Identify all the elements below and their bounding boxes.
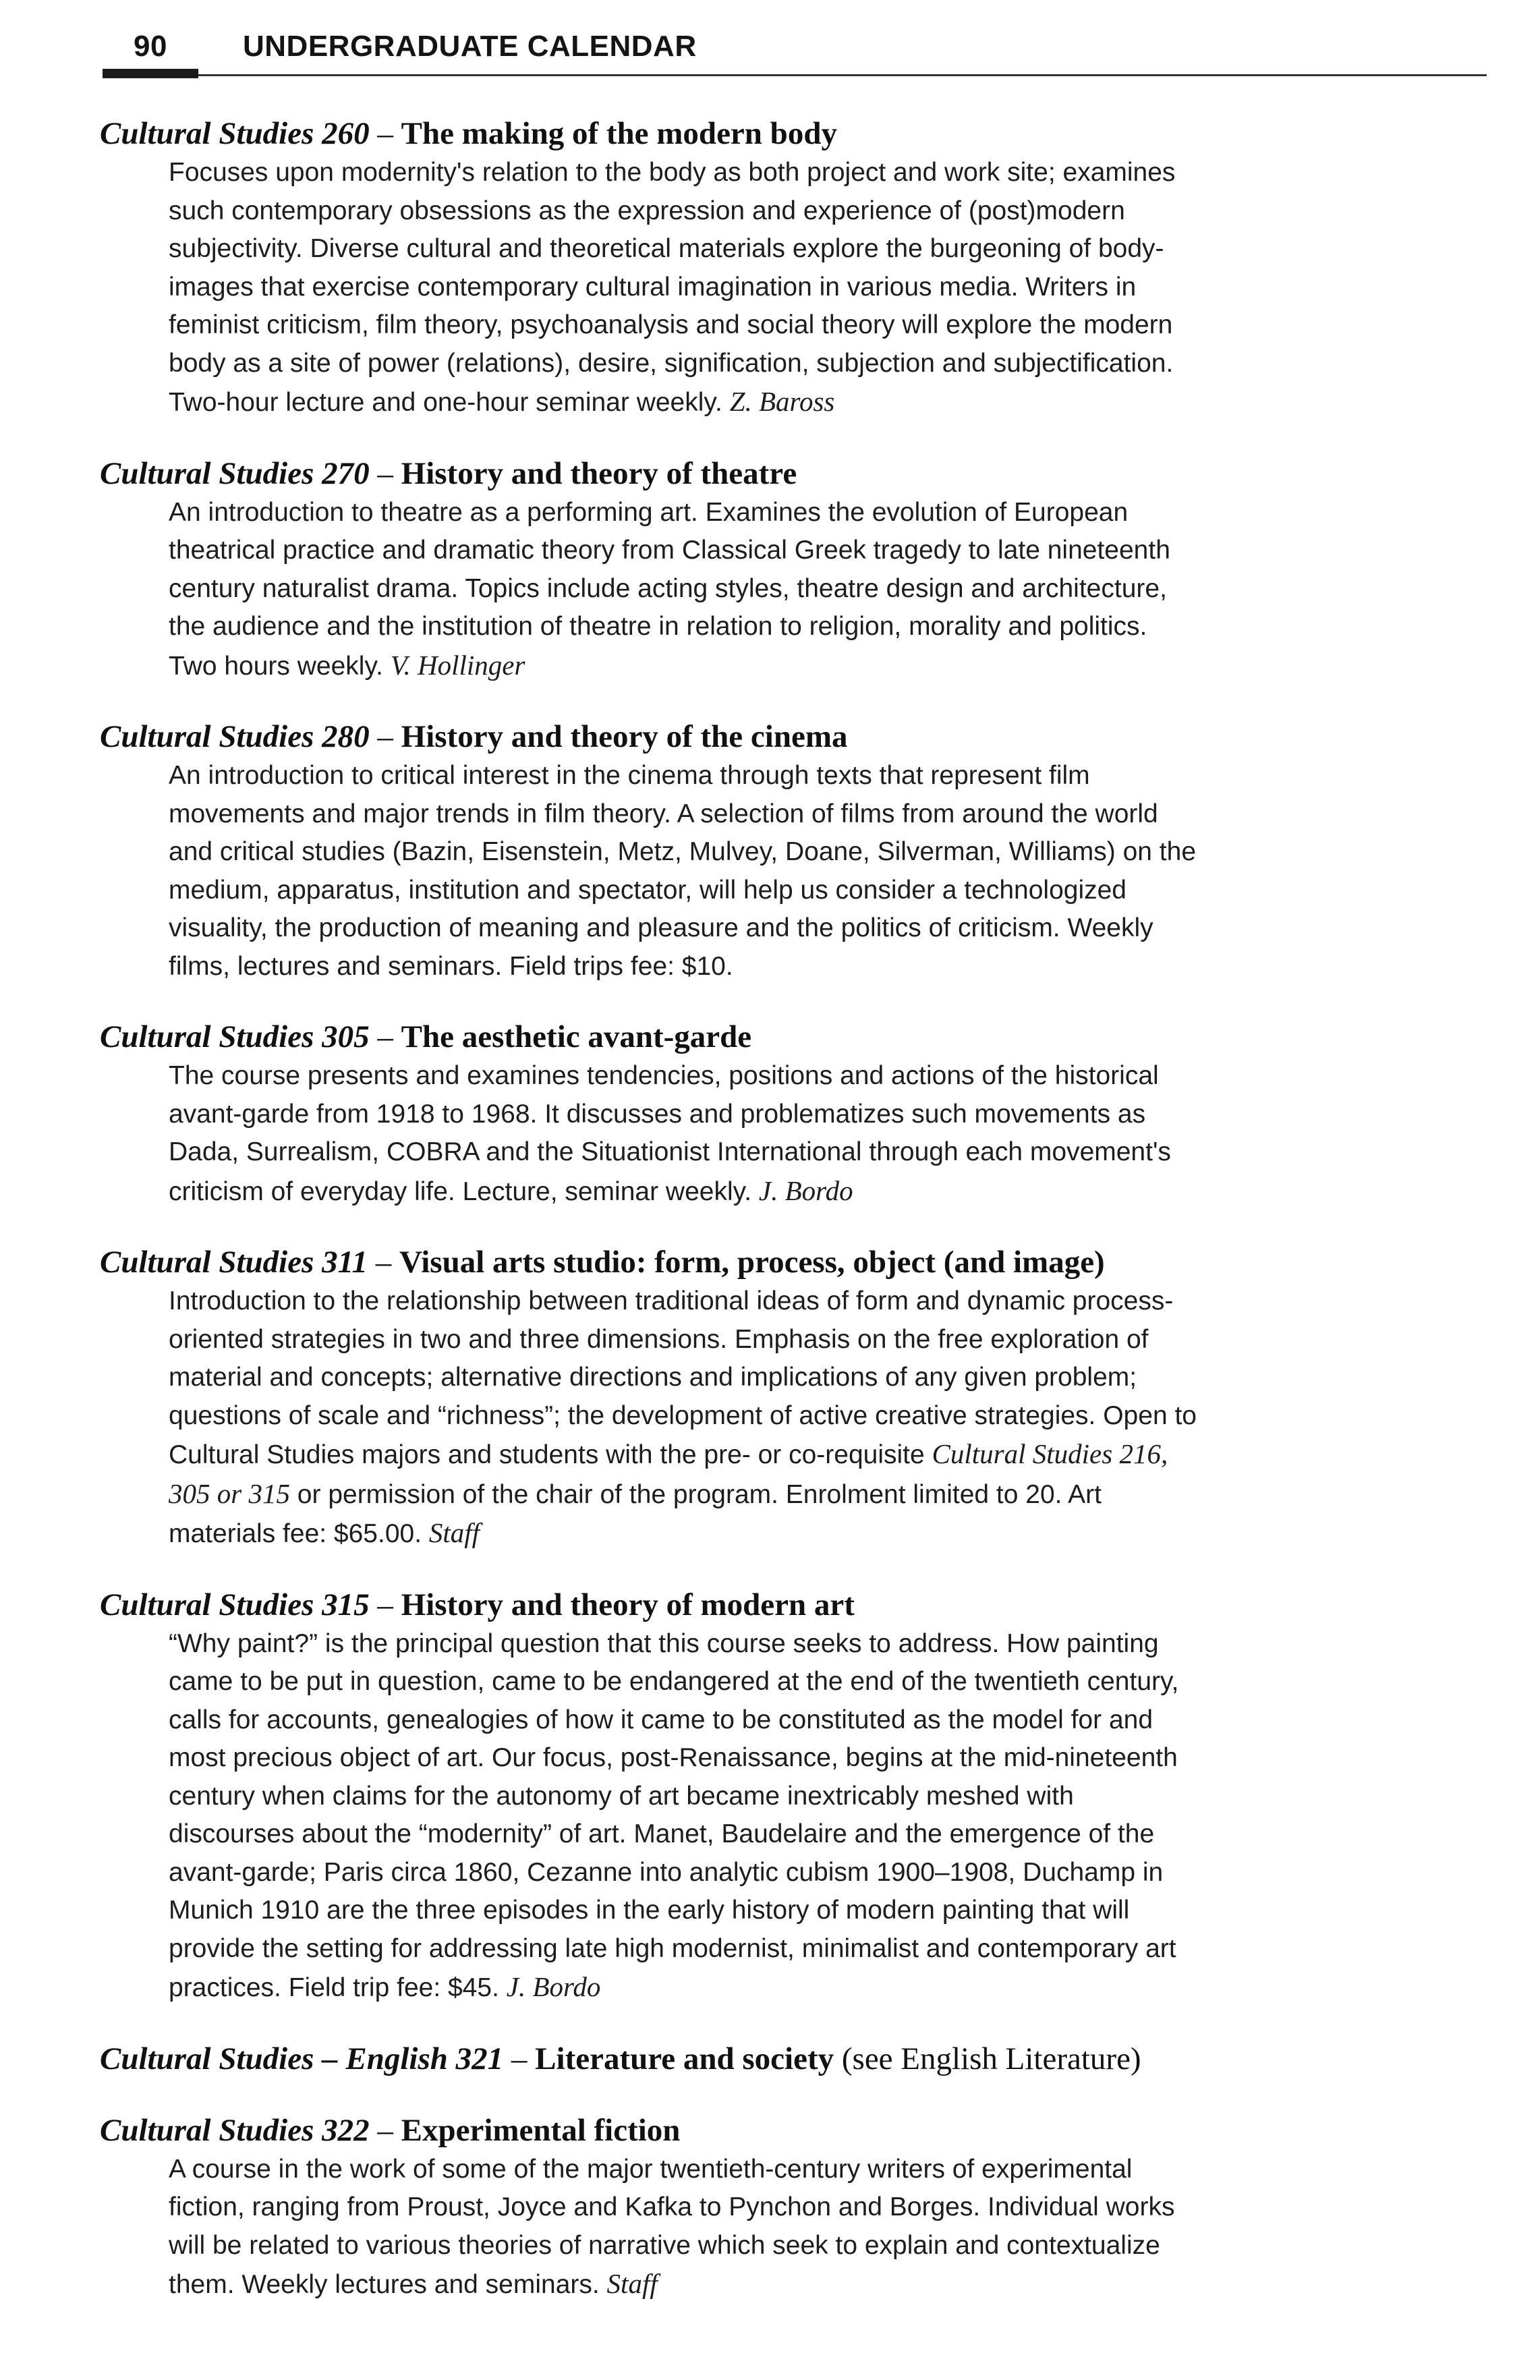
course-entry-cs270 (100, 453, 1368, 686)
course-code: Cultural Studies 305 (100, 1019, 370, 1054)
description-line: discourses about the “modernity” of art. Manet, Baudelaire and the emergence of the (169, 1819, 1155, 1848)
course-code: Cultural Studies 270 (100, 455, 370, 491)
schedule-text: criticism of everyday life. Lecture, seminar weekly. (169, 1177, 759, 1206)
description-line: avant-garde; Paris circa 1860, Cezanne into analytic cubism 1900–1908, Duchamp in (169, 1857, 1164, 1887)
description-line: An introduction to critical interest in the cinema through texts that represent film (169, 761, 1090, 790)
course-description (100, 2151, 1368, 2304)
heading-dash: – (369, 2112, 401, 2148)
description-line: “Why paint?” is the principal question that this course seeks to address. How painting (169, 1628, 1159, 1658)
description-line-last (169, 1172, 1368, 1212)
course-entry-cs322 (100, 2110, 1368, 2304)
page-number: 90 (134, 30, 167, 63)
course-code: Cultural Studies – English 321 (100, 2041, 504, 2076)
description-line: fiction, ranging from Proust, Joyce and Kafka to Pynchon and Borges. Individual works (169, 2192, 1175, 2221)
course-heading (100, 2039, 1368, 2079)
cross-reference: (see English Literature) (834, 2041, 1141, 2076)
description-line: material and concepts; alternative directions and implications of any given problem; (169, 1363, 1137, 1392)
description-line: came to be put in question, came to be endangered at the end of the twentieth century, (169, 1667, 1179, 1696)
description-line: feminist criticism, film theory, psychoanalysis and social theory will explore the modern (169, 310, 1173, 339)
course-title: Literature and society (535, 2041, 834, 2076)
course-heading (100, 1017, 1368, 1057)
schedule-text: Two-hour lecture and one-hour seminar weekly. (169, 388, 730, 417)
description-line: subjectivity. Diverse cultural and theoretical materials explore the burgeoning of body- (169, 234, 1164, 263)
description-line: medium, apparatus, institution and spectator, will help us consider a technologized (169, 875, 1127, 905)
course-title: History and theory of modern art (401, 1587, 855, 1622)
description-line (169, 1435, 1368, 1475)
description-line-last (169, 2265, 1368, 2304)
course-description (100, 154, 1368, 422)
course-code: Cultural Studies 311 (100, 1245, 368, 1280)
heading-dash: – (369, 455, 401, 491)
description-line: century naturalist drama. Topics include acting styles, theatre design and architecture, (169, 573, 1167, 603)
description-line: movements and major trends in film theory. A selection of films from around the world (169, 799, 1158, 828)
description-line: films, lectures and seminars. Field trips fee: $10. (169, 951, 733, 981)
course-title: The aesthetic avant-garde (401, 1019, 752, 1054)
description-line: questions of scale and “richness”; the development of active creative strategies. Open to (169, 1400, 1197, 1430)
course-entry-cs311 (100, 1242, 1368, 1554)
course-description (100, 1057, 1368, 1211)
description-line: century when claims for the autonomy of art became inextricably meshed with (169, 1781, 1074, 1811)
course-description (100, 494, 1368, 686)
prereq-text: Cultural Studies majors and students with the pre- or co-requisite (169, 1440, 932, 1469)
description-line: An introduction to theatre as a performing art. Examines the evolution of European (169, 497, 1129, 527)
page-header (134, 26, 1361, 86)
course-description (100, 757, 1368, 986)
header-rule (198, 74, 1487, 76)
course-description (100, 1282, 1368, 1554)
description-line: the audience and the institution of theatre in relation to religion, morality and politics. (169, 612, 1147, 641)
instructor-name: Staff (606, 2268, 658, 2299)
course-title: History and theory of theatre (401, 455, 797, 491)
description-line: calls for accounts, genealogies of how it came to be constituted as the model for and (169, 1705, 1153, 1734)
prereq-course: 305 or 315 (169, 1477, 290, 1509)
description-line: such contemporary obsessions as the expression and experience of (post)modern (169, 196, 1125, 225)
course-code: Cultural Studies 322 (100, 2112, 370, 2148)
course-heading (100, 2110, 1368, 2151)
course-entry-cs260 (100, 113, 1368, 422)
schedule-text: them. Weekly lectures and seminars. (169, 2270, 607, 2299)
course-title: Experimental fiction (401, 2112, 681, 2148)
heading-dash: – (369, 1587, 401, 1622)
course-title: History and theory of the cinema (401, 719, 848, 754)
course-code: Cultural Studies 260 (100, 116, 370, 151)
description-line: Munich 1910 are the three episodes in the early history of modern painting that will (169, 1896, 1130, 1925)
fee-text: materials fee: $65.00. (169, 1519, 429, 1548)
course-entry-cs315 (100, 1585, 1368, 2008)
description-line-last (169, 382, 1368, 422)
course-code: Cultural Studies 315 (100, 1587, 370, 1622)
course-code: Cultural Studies 280 (100, 719, 370, 754)
course-entry-cs305 (100, 1017, 1368, 1211)
heading-dash: – (369, 116, 401, 151)
course-heading (100, 1242, 1368, 1282)
fee-text: practices. Field trip fee: $45. (169, 1973, 507, 2002)
description-line-last (169, 1968, 1368, 2008)
description-line: Focuses upon modernity's relation to the body as both project and work site; examines (169, 158, 1176, 187)
prereq-text: or permission of the chair of the program. Enrolment limited to 20. Art (289, 1479, 1102, 1509)
schedule-text: Two hours weekly. (169, 651, 391, 681)
instructor-name: V. Hollinger (390, 649, 525, 681)
description-line: visuality, the production of meaning and pleasure and the politics of criticism. Weekly (169, 913, 1153, 942)
description-line: will be related to various theories of narrative which seek to explain and contextualize (169, 2230, 1160, 2260)
description-line-last (169, 1514, 1368, 1554)
course-entry-cs280 (100, 716, 1368, 986)
course-heading (100, 716, 1368, 757)
description-line (169, 1475, 1368, 1514)
instructor-name: J. Bordo (506, 1971, 601, 2002)
instructor-name: Z. Baross (729, 386, 835, 417)
description-line: and critical studies (Bazin, Eisenstein, Metz, Mulvey, Doane, Silverman, Williams) on the (169, 837, 1197, 866)
description-line: provide the setting for addressing late high modernist, minimalist and contemporary art (169, 1933, 1176, 1963)
running-title: UNDERGRADUATE CALENDAR (243, 30, 697, 63)
description-line-last (169, 646, 1368, 686)
instructor-name: Staff (428, 1517, 480, 1548)
course-heading (100, 1585, 1368, 1625)
heading-dash: – (503, 2041, 536, 2076)
description-line: A course in the work of some of the major twentieth-century writers of experimental (169, 2154, 1133, 2184)
heading-dash: – (369, 719, 401, 754)
description-line: theatrical practice and dramatic theory from Classical Greek tragedy to late nineteenth (169, 536, 1170, 565)
course-heading (100, 453, 1368, 494)
heading-dash: – (369, 1019, 401, 1054)
description-line: The course presents and examines tendencies, positions and actions of the historical (169, 1061, 1159, 1090)
course-heading (100, 113, 1368, 154)
description-line: body as a site of power (relations), desire, signification, subjection and subjectification. (169, 348, 1174, 378)
description-line: avant-garde from 1918 to 1968. It discusses and problematizes such movements as (169, 1099, 1146, 1129)
description-line: images that exercise contemporary cultural imagination in various media. Writers in (169, 272, 1137, 302)
course-title: Visual arts studio: form, process, object (and image) (399, 1245, 1105, 1280)
course-list (100, 113, 1368, 2335)
prereq-course: Cultural Studies 216, (932, 1438, 1168, 1469)
description-line: Introduction to the relationship between traditional ideas of form and dynamic process- (169, 1286, 1174, 1315)
course-entry-cs-english321 (100, 2039, 1368, 2079)
description-line: most precious object of art. Our focus, post-Renaissance, begins at the mid-nineteenth (169, 1743, 1178, 1772)
header-rule-accent (103, 69, 198, 78)
course-description (100, 1625, 1368, 2008)
instructor-name: J. Bordo (758, 1174, 853, 1206)
course-title: The making of the modern body (401, 116, 837, 151)
description-line: Dada, Surrealism, COBRA and the Situationist International through each movement's (169, 1137, 1171, 1166)
heading-dash: – (368, 1245, 400, 1280)
description-line: oriented strategies in two and three dimensions. Emphasis on the free exploration of (169, 1324, 1149, 1354)
